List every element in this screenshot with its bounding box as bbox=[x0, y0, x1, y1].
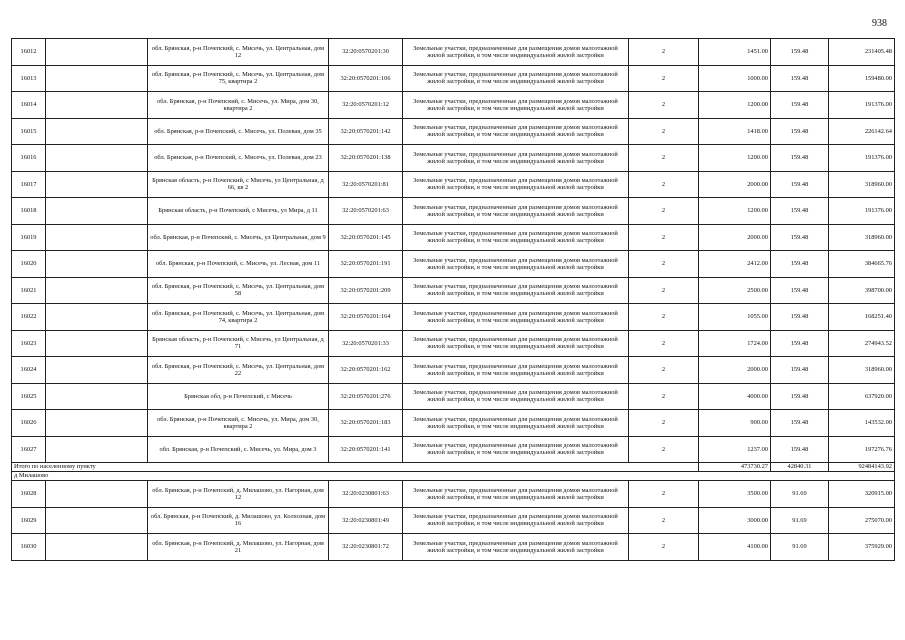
row-cadastral-number: 32:20:0570201:276 bbox=[329, 383, 403, 410]
row-value: 231405.48 bbox=[829, 39, 895, 66]
row-cadastral-number: 32:20:0570201:183 bbox=[329, 410, 403, 437]
row-address: Брянская область, р-н Почепский, с Мисечь, ул Центральная, д 71 bbox=[148, 330, 329, 357]
row-rate: 159.48 bbox=[771, 304, 829, 331]
table-row bbox=[12, 198, 895, 225]
section-label: д Милашово bbox=[12, 472, 895, 481]
table-row bbox=[12, 357, 895, 384]
row-address: Брянская область, р-н Почепский, с Мисечь, ул Мира, д 11 bbox=[148, 198, 329, 225]
table-row bbox=[12, 481, 895, 508]
row-area: 3500.00 bbox=[699, 481, 771, 508]
row-rate: 159.48 bbox=[771, 410, 829, 437]
row-description: Земельные участки, предназначенные для размещения домов малоэтажной жилой застройки, в том числе индивидуальной жилой застройки bbox=[403, 198, 629, 225]
row-category: 2 bbox=[629, 145, 699, 172]
row-value: 318960.00 bbox=[829, 224, 895, 251]
row-id: 16021 bbox=[12, 277, 46, 304]
row-id: 16022 bbox=[12, 304, 46, 331]
row-category: 2 bbox=[629, 277, 699, 304]
row-address: Брянская обл, р-н Почепский, с Мисечь bbox=[148, 383, 329, 410]
row-category: 2 bbox=[629, 171, 699, 198]
row-area: 1000.00 bbox=[699, 65, 771, 92]
row-category: 2 bbox=[629, 481, 699, 508]
row-category: 2 bbox=[629, 357, 699, 384]
table-row bbox=[12, 330, 895, 357]
blank-cell bbox=[46, 118, 148, 145]
row-address: обл. Брянская, р-н Почепский, с. Мисечь, ул. Полевая, дом 23 bbox=[148, 145, 329, 172]
row-id: 16012 bbox=[12, 39, 46, 66]
row-address: обл. Брянская, р-н Почепский, с. Мисечь, ул. Центральная, дом 22 bbox=[148, 357, 329, 384]
row-cadastral-number: 32:20:0230801:63 bbox=[329, 481, 403, 508]
row-value: 384665.76 bbox=[829, 251, 895, 278]
cadastral-value-table bbox=[11, 38, 895, 561]
row-cadastral-number: 32:20:0570201:142 bbox=[329, 118, 403, 145]
row-address: обл. Брянская, р-н Почепский, с. Мисечь, ул. Мира, дом 30, квартира 2 bbox=[148, 92, 329, 119]
row-address: обл. Брянская, р-н Почепский, с. Мисечь, ул. Мира, дом 30, квартира 2 bbox=[148, 410, 329, 437]
row-category: 2 bbox=[629, 224, 699, 251]
row-rate: 159.48 bbox=[771, 383, 829, 410]
row-value: 637920.00 bbox=[829, 383, 895, 410]
row-cadastral-number: 32:20:0570201:138 bbox=[329, 145, 403, 172]
table-body-before bbox=[12, 39, 895, 463]
row-description: Земельные участки, предназначенные для размещения домов малоэтажной жилой застройки, в том числе индивидуальной жилой застройки bbox=[403, 507, 629, 534]
row-category: 2 bbox=[629, 330, 699, 357]
row-value: 159480.00 bbox=[829, 65, 895, 92]
row-rate: 159.48 bbox=[771, 198, 829, 225]
row-description: Земельные участки, предназначенные для размещения домов малоэтажной жилой застройки, в том числе индивидуальной жилой застройки bbox=[403, 357, 629, 384]
row-area: 2000.00 bbox=[699, 224, 771, 251]
row-area: 4100.00 bbox=[699, 534, 771, 561]
row-description: Земельные участки, предназначенные для размещения домов малоэтажной жилой застройки, в том числе индивидуальной жилой застройки bbox=[403, 436, 629, 463]
row-area: 1055.00 bbox=[699, 304, 771, 331]
blank-cell bbox=[46, 410, 148, 437]
total-rate: 42840.31 bbox=[771, 463, 829, 472]
row-category: 2 bbox=[629, 65, 699, 92]
row-id: 16026 bbox=[12, 410, 46, 437]
row-id: 16028 bbox=[12, 481, 46, 508]
row-address: обл. Брянская, р-н Почепский, с. Мисечь, ул Центральная, дом 9 bbox=[148, 224, 329, 251]
blank-cell bbox=[46, 92, 148, 119]
row-rate: 159.48 bbox=[771, 171, 829, 198]
row-cadastral-number: 32:20:0230801:72 bbox=[329, 534, 403, 561]
row-description: Земельные участки, предназначенные для размещения домов малоэтажной жилой застройки, в том числе индивидуальной жилой застройки bbox=[403, 481, 629, 508]
row-value: 318960.00 bbox=[829, 357, 895, 384]
row-description: Земельные участки, предназначенные для размещения домов малоэтажной жилой застройки, в том числе индивидуальной жилой застройки bbox=[403, 39, 629, 66]
blank-cell bbox=[46, 534, 148, 561]
row-description: Земельные участки, предназначенные для размещения домов малоэтажной жилой застройки, в том числе индивидуальной жилой застройки bbox=[403, 251, 629, 278]
blank-cell bbox=[46, 304, 148, 331]
blank-cell bbox=[46, 481, 148, 508]
row-description: Земельные участки, предназначенные для размещения домов малоэтажной жилой застройки, в том числе индивидуальной жилой застройки bbox=[403, 92, 629, 119]
table-row bbox=[12, 304, 895, 331]
table-row bbox=[12, 65, 895, 92]
table-row bbox=[12, 507, 895, 534]
row-address: обл. Брянская, р-н Почепский, с. Мисечь, ул. Лесная, дом 11 bbox=[148, 251, 329, 278]
row-category: 2 bbox=[629, 534, 699, 561]
blank-cell bbox=[46, 39, 148, 66]
row-description: Земельные участки, предназначенные для размещения домов малоэтажной жилой застройки, в том числе индивидуальной жилой застройки bbox=[403, 330, 629, 357]
row-cadastral-number: 32:20:0570201:164 bbox=[329, 304, 403, 331]
row-id: 16016 bbox=[12, 145, 46, 172]
row-value: 197276.76 bbox=[829, 436, 895, 463]
table-row bbox=[12, 277, 895, 304]
row-id: 16018 bbox=[12, 198, 46, 225]
row-category: 2 bbox=[629, 436, 699, 463]
row-value: 191376.00 bbox=[829, 92, 895, 119]
row-area: 900.00 bbox=[699, 410, 771, 437]
blank-cell bbox=[46, 277, 148, 304]
blank-cell bbox=[46, 330, 148, 357]
row-rate: 159.48 bbox=[771, 436, 829, 463]
row-area: 1200.00 bbox=[699, 92, 771, 119]
row-category: 2 bbox=[629, 383, 699, 410]
total-area: 473730.27 bbox=[699, 463, 771, 472]
row-category: 2 bbox=[629, 251, 699, 278]
row-cadastral-number: 32:20:0230801:49 bbox=[329, 507, 403, 534]
table-body-after bbox=[12, 481, 895, 561]
table-row bbox=[12, 534, 895, 561]
row-cadastral-number: 32:20:0570201:33 bbox=[329, 330, 403, 357]
total-label: Итого по населенному пункту bbox=[12, 463, 699, 472]
row-description: Земельные участки, предназначенные для размещения домов малоэтажной жилой застройки, в том числе индивидуальной жилой застройки bbox=[403, 118, 629, 145]
row-id: 16020 bbox=[12, 251, 46, 278]
row-value: 398700.00 bbox=[829, 277, 895, 304]
row-cadastral-number: 32:20:0570201:81 bbox=[329, 171, 403, 198]
row-value: 168251.40 bbox=[829, 304, 895, 331]
row-description: Земельные участки, предназначенные для размещения домов малоэтажной жилой застройки, в том числе индивидуальной жилой застройки bbox=[403, 534, 629, 561]
table-row bbox=[12, 145, 895, 172]
row-address: обл. Брянская, р-н Почепский, с. Мисечь, ул. Полевая, дом 35 bbox=[148, 118, 329, 145]
row-category: 2 bbox=[629, 507, 699, 534]
row-cadastral-number: 32:20:0570201:12 bbox=[329, 92, 403, 119]
row-rate: 159.48 bbox=[771, 251, 829, 278]
row-value: 320915.00 bbox=[829, 481, 895, 508]
row-rate: 159.48 bbox=[771, 330, 829, 357]
row-description: Земельные участки, предназначенные для размещения домов малоэтажной жилой застройки, в том числе индивидуальной жилой застройки bbox=[403, 410, 629, 437]
row-value: 375929.00 bbox=[829, 534, 895, 561]
row-address: обл. Брянская, р-н Почепский, д. Милашово, ул. Нагорная, дом 12 bbox=[148, 481, 329, 508]
row-description: Земельные участки, предназначенные для размещения домов малоэтажной жилой застройки, в том числе индивидуальной жилой застройки bbox=[403, 277, 629, 304]
row-address: обл. Брянская, р-н Почепский, д. Милашово, ул. Нагорная, дом 21 bbox=[148, 534, 329, 561]
table-row bbox=[12, 92, 895, 119]
row-address: обл. Брянская, р-н Почепский, с. Мисечь, ул. Мира, дом 3 bbox=[148, 436, 329, 463]
table-row bbox=[12, 118, 895, 145]
row-rate: 159.48 bbox=[771, 357, 829, 384]
row-rate: 159.48 bbox=[771, 224, 829, 251]
row-area: 2000.00 bbox=[699, 171, 771, 198]
row-rate: 91.69 bbox=[771, 481, 829, 508]
row-id: 16014 bbox=[12, 92, 46, 119]
table-body-summary bbox=[12, 463, 895, 481]
row-value: 318960.00 bbox=[829, 171, 895, 198]
row-address: обл. Брянская, р-н Почепский, с. Мисечь, ул. Центральная, дом 75, квартира 2 bbox=[148, 65, 329, 92]
row-id: 16015 bbox=[12, 118, 46, 145]
row-rate: 159.48 bbox=[771, 39, 829, 66]
row-cadastral-number: 32:20:0570201:63 bbox=[329, 198, 403, 225]
row-description: Земельные участки, предназначенные для размещения домов малоэтажной жилой застройки, в том числе индивидуальной жилой застройки bbox=[403, 171, 629, 198]
table-row bbox=[12, 171, 895, 198]
blank-cell bbox=[46, 65, 148, 92]
row-cadastral-number: 32:20:0570201:30 bbox=[329, 39, 403, 66]
row-description: Земельные участки, предназначенные для размещения домов малоэтажной жилой застройки, в том числе индивидуальной жилой застройки bbox=[403, 65, 629, 92]
row-area: 1451.00 bbox=[699, 39, 771, 66]
blank-cell bbox=[46, 145, 148, 172]
row-value: 191376.00 bbox=[829, 145, 895, 172]
row-area: 1418.00 bbox=[699, 118, 771, 145]
row-area: 2000.00 bbox=[699, 357, 771, 384]
table-row bbox=[12, 224, 895, 251]
blank-cell bbox=[46, 507, 148, 534]
row-area: 2412.00 bbox=[699, 251, 771, 278]
blank-cell bbox=[46, 357, 148, 384]
row-category: 2 bbox=[629, 410, 699, 437]
row-rate: 159.48 bbox=[771, 92, 829, 119]
row-address: обл. Брянская, р-н Почепский, с. Мисечь, ул. Центральная, дом 58 bbox=[148, 277, 329, 304]
row-cadastral-number: 32:20:0570201:141 bbox=[329, 436, 403, 463]
blank-cell bbox=[46, 224, 148, 251]
row-description: Земельные участки, предназначенные для размещения домов малоэтажной жилой застройки, в том числе индивидуальной жилой застройки bbox=[403, 304, 629, 331]
row-rate: 159.48 bbox=[771, 118, 829, 145]
row-id: 16030 bbox=[12, 534, 46, 561]
row-value: 274943.52 bbox=[829, 330, 895, 357]
row-area: 1724.00 bbox=[699, 330, 771, 357]
row-category: 2 bbox=[629, 304, 699, 331]
row-area: 4000.00 bbox=[699, 383, 771, 410]
table-row bbox=[12, 436, 895, 463]
row-cadastral-number: 32:20:0570201:191 bbox=[329, 251, 403, 278]
row-address: обл. Брянская, р-н Почепский, д. Милашово, ул. Колхозная, дом 16 bbox=[148, 507, 329, 534]
row-value: 143532.00 bbox=[829, 410, 895, 437]
row-id: 16019 bbox=[12, 224, 46, 251]
row-id: 16013 bbox=[12, 65, 46, 92]
row-value: 226142.64 bbox=[829, 118, 895, 145]
row-id: 16027 bbox=[12, 436, 46, 463]
row-category: 2 bbox=[629, 198, 699, 225]
row-address: Брянская область, р-н Почепский, с Мисечь, ул Центральная, д 66, кв 2 bbox=[148, 171, 329, 198]
table-row bbox=[12, 410, 895, 437]
row-id: 16029 bbox=[12, 507, 46, 534]
row-category: 2 bbox=[629, 118, 699, 145]
page-number: 938 bbox=[872, 18, 887, 29]
table-row bbox=[12, 383, 895, 410]
row-cadastral-number: 32:20:0570201:145 bbox=[329, 224, 403, 251]
row-rate: 159.48 bbox=[771, 145, 829, 172]
row-rate: 91.69 bbox=[771, 507, 829, 534]
row-area: 1200.00 bbox=[699, 145, 771, 172]
row-category: 2 bbox=[629, 39, 699, 66]
row-rate: 91.69 bbox=[771, 534, 829, 561]
table-row bbox=[12, 251, 895, 278]
row-rate: 159.48 bbox=[771, 277, 829, 304]
row-value: 275070.00 bbox=[829, 507, 895, 534]
row-cadastral-number: 32:20:0570201:209 bbox=[329, 277, 403, 304]
row-rate: 159.48 bbox=[771, 65, 829, 92]
row-address: обл. Брянская, р-н Почепский, с. Мисечь, ул. Центральная, дом 12 bbox=[148, 39, 329, 66]
row-address: обл. Брянская, р-н Почепский, с. Мисечь, ул. Центральная, дом 74, квартира 2 bbox=[148, 304, 329, 331]
table-row bbox=[12, 39, 895, 66]
row-description: Земельные участки, предназначенные для размещения домов малоэтажной жилой застройки, в том числе индивидуальной жилой застройки bbox=[403, 383, 629, 410]
blank-cell bbox=[46, 436, 148, 463]
row-description: Земельные участки, предназначенные для размещения домов малоэтажной жилой застройки, в том числе индивидуальной жилой застройки bbox=[403, 145, 629, 172]
row-cadastral-number: 32:20:0570201:106 bbox=[329, 65, 403, 92]
row-id: 16025 bbox=[12, 383, 46, 410]
blank-cell bbox=[46, 251, 148, 278]
row-area: 1200.00 bbox=[699, 198, 771, 225]
total-value: 92484143.92 bbox=[829, 463, 895, 472]
blank-cell bbox=[46, 198, 148, 225]
row-value: 191376.00 bbox=[829, 198, 895, 225]
row-cadastral-number: 32:20:0570201:162 bbox=[329, 357, 403, 384]
row-area: 1237.00 bbox=[699, 436, 771, 463]
row-area: 2500.00 bbox=[699, 277, 771, 304]
blank-cell bbox=[46, 383, 148, 410]
row-id: 16017 bbox=[12, 171, 46, 198]
row-category: 2 bbox=[629, 92, 699, 119]
total-row bbox=[12, 463, 895, 472]
row-id: 16023 bbox=[12, 330, 46, 357]
row-id: 16024 bbox=[12, 357, 46, 384]
row-description: Земельные участки, предназначенные для размещения домов малоэтажной жилой застройки, в том числе индивидуальной жилой застройки bbox=[403, 224, 629, 251]
section-row bbox=[12, 472, 895, 481]
blank-cell bbox=[46, 171, 148, 198]
row-area: 3000.00 bbox=[699, 507, 771, 534]
